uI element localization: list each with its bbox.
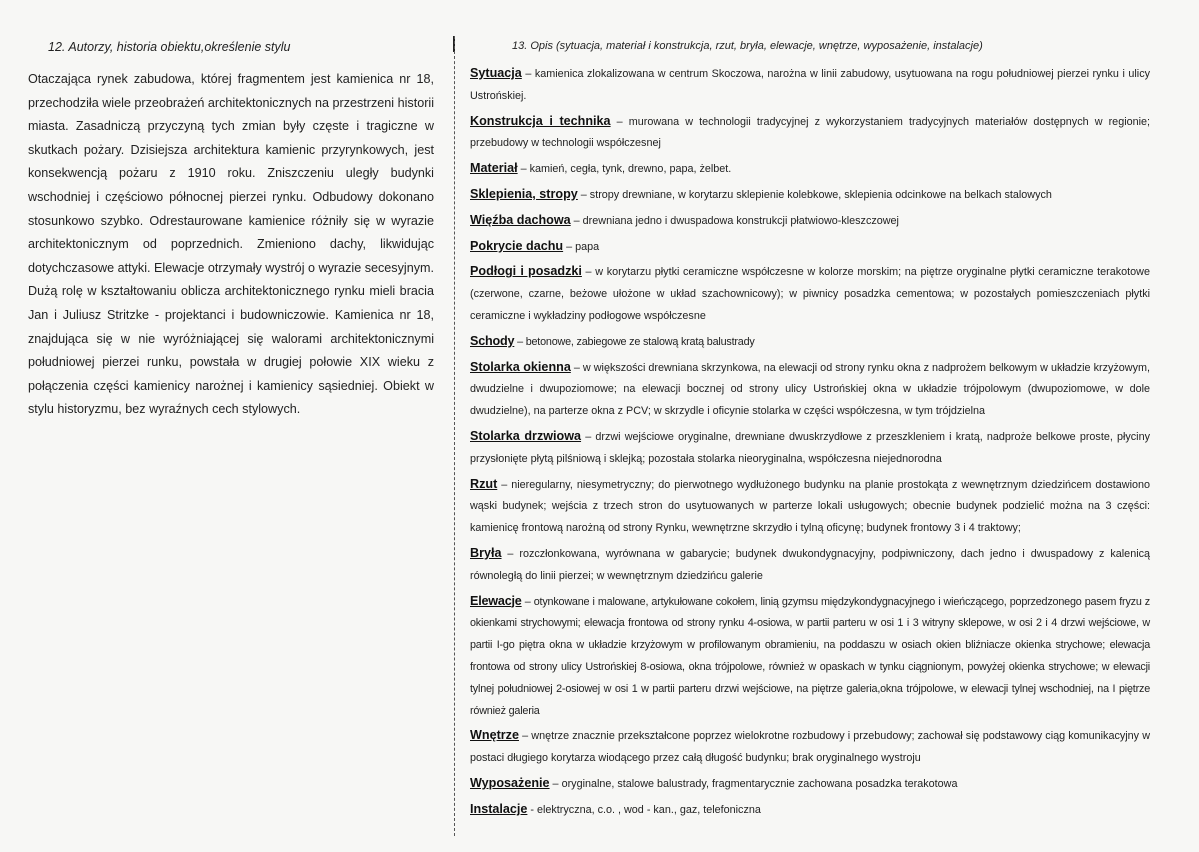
label-sklepienia: Sklepienia, stropy	[470, 186, 578, 201]
text-rzut: – nieregularny, niesymetryczny; do pierwotnego wydłużonego budynku na planie prostokąta z wewnętrznym dziedzińcem dostawiono wąski budynek; wejścia z trzech stron do usytuowanych w parterze lokali usługowych; obecnie budynek podzielić można na 3 części: kamienicę frontową narożną od strony Rynku, wewnętrzne skrzydło i tylną oficynę; budynek frontowy 3 i 4 traktowy;	[470, 478, 1150, 535]
section-bryla	[470, 543, 1150, 588]
label-stolarka-drzwiowa: Stolarka drzwiowa	[470, 428, 582, 443]
section-stolarka-okienna	[470, 357, 1150, 423]
section-12-body: Otaczająca rynek zabudowa, której fragmentem jest kamienica nr 18, przechodziła wiele przeobrażeń architektonicznych na przestrzeni historii miasta. Zasadniczą przyczyną tych zmian były częste i tragiczne w skutkach pożary. Dzisiejsza architektura kamienic przyrynkowych, jest konsekwencją pożaru z 1910 roku. Zniszczeniu uległy budynki wschodniej i częściowo północnej pierzei rynku. Odbudowy dokonano stosunkowo szybko. Odrestaurowane kamienice różniły się w wyrazie architektonicznym od poprzednich. Zmieniono dachy, likwidując dotychczasowe attyki. Elewacje otrzymały wystrój o wyrazie secesyjnym. Dużą rolę w kształtowaniu oblicza architektonicznego rynku mieli bracia Jan i Juliusz Stritzke - projektanci i budowniczowie. Kamienica nr 18, znajdująca się w nie wyróżniającej się walorami architektonicznymi południowej pierzei runku, powstała w drugiej połowie XIX wieku z połączenia części kamienicy narożnej i kamienicy sąsiedniej. Obiekt w stylu historyzmu, bez wyraźnych cech stylowych.	[28, 72, 434, 417]
text-stolarka-drzwiowa: – drzwi wejściowe oryginalne, drewniane dwuskrzydłowe z przeszkleniem i kratą, nadproże belkowe proste, płyciny przysłonięte płytą pilśniową i sklejką; pozostała stolarka nieoryginalna, współczesna niejednorodna	[470, 430, 1150, 465]
section-elewacje	[470, 591, 1150, 723]
text-sytuacja: – kamienica zlokalizowana w centrum Skoczowa, narożna w linii zabudowy, usytuowana na rogu południowej pierzei rynku i ulicy Ustrońskiej.	[470, 68, 1150, 102]
label-wnetrze: Wnętrze	[470, 728, 519, 743]
text-sklepienia: – stropy drewniane, w korytarzu sklepienie kolebkowe, sklepienia odcinkowe na belkach stalowych	[577, 188, 1052, 201]
section-konstrukcja	[470, 111, 1150, 156]
text-wyposazenie: – oryginalne, stalowe balustrady, fragmentarycznie zachowana posadzka terakotowa	[549, 777, 958, 790]
label-konstrukcja: Konstrukcja i technika	[470, 113, 611, 128]
section-13-title: 13. Opis (sytuacja, materiał i konstrukcja, rzut, bryła, elewacje, wnętrze, wyposażenie, instalacje)	[512, 40, 983, 52]
text-material: – kamień, cegła, tynk, drewno, papa, żelbet.	[517, 163, 732, 176]
text-pokrycie: – papa	[563, 240, 600, 253]
section-schody	[470, 331, 1150, 354]
label-material: Materiał	[470, 161, 518, 176]
label-rzut: Rzut	[470, 476, 498, 491]
right-column	[470, 40, 1150, 825]
section-sytuacja	[470, 63, 1150, 108]
text-schody: – betonowe, zabiegowe ze stalową kratą balustrady	[514, 335, 755, 348]
text-bryla: – rozczłonkowana, wyrównana w gabarycie; budynek dwukondygnacyjny, podpiwniczony, dach jedno i dwuspadowy z kalenicą równoległą do linii pierzei; w wewnętrznym dziedzińcu galerie	[470, 547, 1150, 582]
text-wiezba: – drewniana jedno i dwuspadowa konstrukcji płatwiowo-kleszczowej	[570, 214, 899, 227]
section-12-title: 12. Autorzy, historia obiektu,określenie stylu	[48, 40, 291, 54]
label-podlogi: Podłogi i posadzki	[470, 264, 582, 279]
section-sklepienia	[470, 184, 1150, 207]
label-elewacje: Elewacje	[470, 593, 522, 608]
label-wyposazenie: Wyposażenie	[470, 775, 550, 790]
label-pokrycie: Pokrycie dachu	[470, 238, 564, 253]
text-podlogi: – w korytarzu płytki ceramiczne współczesne w kolorze morskim; na piętrze oryginalne płytki ceramiczne terakotowe (czerwone, czarne, beżowe ułożone w układ szachownicowy); w piwnicy posadzka cementowa; w pozostałych pomieszczeniach płytki ceramiczne i wykładziny podłogowe współczesne	[470, 266, 1150, 322]
section-instalacje	[470, 799, 1150, 822]
label-schody: Schody	[470, 333, 515, 348]
label-wiezba: Więźba dachowa	[470, 212, 571, 227]
label-bryla: Bryła	[470, 545, 502, 560]
left-column	[28, 40, 434, 422]
section-stolarka-drzwiowa	[470, 426, 1150, 471]
section-material	[470, 158, 1150, 181]
text-elewacje: – otynkowane i malowane, artykułowane cokołem, linią gzymsu międzykondygnacyjnego i wieńczącego, poprzedzonego pasem fryzu z okienkami strychowymi; elewacja frontowa od strony rynku 4-osiowa, w partii parteru w osi 1 i 3 witryny sklepowe, w osi 2 i 4 drzwi wejściowe, w partii I-go piętra okna w układzie krzyżowym w profilowanym obramieniu, na poddaszu w osiach okien bliźniacze okienka strychowe; elewacja frontowa od strony ulicy Ustrońskiej 8-osiowa, okna trójpolowe, również w opaskach w tynku ciągnionym, powyżej okienka strychowe; w elewacji tylnej południowej 2-osiowej w osi 1 w partii parteru drzwi wejściowe, na piętrze galeria,okna trójpolowe, w elewacji tylnej wschodniej, na I piętrze również galeria	[470, 595, 1150, 717]
text-stolarka-okienna: – w większości drewniana skrzynkowa, na elewacji od strony rynku okna z nadprożem belkowym w układzie krzyżowym, dwudzielne i dwupoziomowe; na elewacji bocznej od strony ulicy Ustrońskiej okna w układzie trójpolowym (dwupoziomowe, w dole dwudzielne), na parterze okna z PCV; w skrzydle i oficynie stolarka w części współczesna, w tym trójdzielna	[470, 361, 1150, 418]
section-pokrycie	[470, 236, 1150, 259]
section-rzut	[470, 474, 1150, 540]
label-sytuacja: Sytuacja	[470, 66, 522, 80]
section-wyposazenie	[470, 773, 1150, 796]
column-divider	[454, 36, 456, 836]
label-stolarka-okienna: Stolarka okienna	[470, 359, 571, 374]
text-instalacje: - elektryczna, c.o. , wod - kan., gaz, telefoniczna	[527, 803, 761, 816]
text-wnetrze: – wnętrze znacznie przekształcone poprzez wielokrotne rozbudowy i przebudowy; zachował się podstawowy ciąg komunikacyjny w postaci długiego korytarza wiodącego przez całą długość budynku; brak oryginalnego wystroju	[470, 730, 1150, 765]
section-wnetrze	[470, 725, 1150, 770]
label-instalacje: Instalacje	[470, 801, 528, 816]
section-podlogi	[470, 261, 1150, 327]
section-wiezba	[470, 210, 1150, 233]
text-konstrukcja: – murowana w technologii tradycyjnej z wykorzystaniem tradycyjnych materiałów dostępnych w regionie; przebudowy w technologii współczesnej	[470, 115, 1151, 150]
